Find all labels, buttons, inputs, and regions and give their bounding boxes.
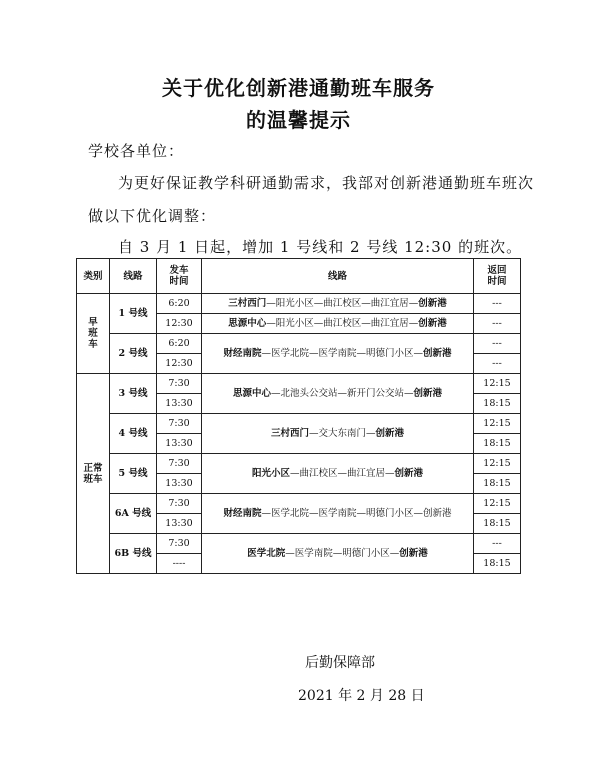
category-early-char1: 早 bbox=[88, 317, 98, 328]
header-depart-time bbox=[157, 259, 202, 294]
return-time: 12:15 bbox=[474, 414, 521, 434]
return-time: 18:15 bbox=[474, 394, 521, 414]
body-paragraph-3: 自 3 月 1 日起，增加 1 号线和 2 号线 12:30 的班次。 bbox=[118, 238, 523, 256]
table-row bbox=[77, 374, 521, 394]
route: 思源中心—阳光小区—曲江校区—曲江宜居—创新港 bbox=[202, 314, 474, 334]
line-name: 4 号线 bbox=[110, 414, 157, 454]
route: 三村西门—交大东南门—创新港 bbox=[202, 414, 474, 454]
header-category: 类别 bbox=[77, 259, 110, 294]
return-time: 12:15 bbox=[474, 494, 521, 514]
table-row bbox=[77, 454, 521, 474]
schedule-table bbox=[76, 258, 521, 574]
route: 医学北院—医学南院—明德门小区—创新港 bbox=[202, 534, 474, 574]
return-time: 18:15 bbox=[474, 554, 521, 574]
header-depart-time-l2: 时间 bbox=[169, 276, 189, 287]
depart-time: 13:30 bbox=[157, 514, 202, 534]
route: 三村西门—阳光小区—曲江校区—曲江宜居—创新港 bbox=[202, 294, 474, 314]
category-normal-l2: 班车 bbox=[83, 473, 103, 485]
header-depart-time-l1: 发车 bbox=[169, 265, 189, 276]
route: 财经南院—医学北院—医学南院—明德门小区—创新港 bbox=[202, 334, 474, 374]
document-title-line2: 的温馨提示 bbox=[246, 108, 351, 132]
category-early-char3: 车 bbox=[88, 339, 98, 350]
line-name: 2 号线 bbox=[110, 334, 157, 374]
line-name: 1 号线 bbox=[110, 294, 157, 334]
line-name: 3 号线 bbox=[110, 374, 157, 414]
depart-time: 13:30 bbox=[157, 434, 202, 454]
depart-time: 12:30 bbox=[157, 354, 202, 374]
depart-time: 13:30 bbox=[157, 474, 202, 494]
line-name: 6A 号线 bbox=[110, 494, 157, 534]
table-header-row bbox=[77, 259, 521, 294]
return-time: 12:15 bbox=[474, 454, 521, 474]
line-name: 5 号线 bbox=[110, 454, 157, 494]
depart-time: 7:30 bbox=[157, 414, 202, 434]
return-time: --- bbox=[474, 334, 521, 354]
category-early-bus bbox=[77, 294, 110, 374]
table-row bbox=[77, 414, 521, 434]
return-time: 18:15 bbox=[474, 474, 521, 494]
header-return-time bbox=[474, 259, 521, 294]
table-row bbox=[77, 494, 521, 514]
route: 思源中心—北池头公交站—新开门公交站—创新港 bbox=[202, 374, 474, 414]
header-return-time-l1: 返回 bbox=[487, 265, 507, 276]
return-time: --- bbox=[474, 354, 521, 374]
return-time: 18:15 bbox=[474, 514, 521, 534]
return-time: --- bbox=[474, 314, 521, 334]
category-early-char2: 班 bbox=[88, 328, 98, 339]
header-route: 线路 bbox=[202, 259, 474, 294]
depart-time: 6:20 bbox=[157, 294, 202, 314]
line-name: 6B 号线 bbox=[110, 534, 157, 574]
body-paragraph-2: 做以下优化调整： bbox=[88, 207, 217, 225]
return-time: 18:15 bbox=[474, 434, 521, 454]
addressee: 学校各单位： bbox=[88, 142, 185, 160]
depart-time: 13:30 bbox=[157, 394, 202, 414]
table-row bbox=[77, 534, 521, 554]
depart-time: 7:30 bbox=[157, 374, 202, 394]
depart-time: 12:30 bbox=[157, 314, 202, 334]
return-time: --- bbox=[474, 294, 521, 314]
route: 阳光小区—曲江校区—曲江宜居—创新港 bbox=[202, 454, 474, 494]
body-paragraph-1: 为更好保证教学科研通勤需求，我部对创新港通勤班车班次 bbox=[118, 174, 535, 192]
table-row bbox=[77, 294, 521, 314]
signature-date: 2021 年 2 月 28 日 bbox=[298, 688, 425, 704]
category-normal-l1: 正常 bbox=[83, 462, 103, 474]
depart-time: 7:30 bbox=[157, 494, 202, 514]
table-row bbox=[77, 334, 521, 354]
depart-time: 6:20 bbox=[157, 334, 202, 354]
header-return-time-l2: 时间 bbox=[487, 276, 507, 287]
depart-time: ---- bbox=[157, 554, 202, 574]
depart-time: 7:30 bbox=[157, 454, 202, 474]
route: 财经南院—医学北院—医学南院—明德门小区—创新港 bbox=[202, 494, 474, 534]
depart-time: 7:30 bbox=[157, 534, 202, 554]
header-line: 线路 bbox=[110, 259, 157, 294]
return-time: 12:15 bbox=[474, 374, 521, 394]
category-normal-bus bbox=[77, 374, 110, 574]
return-time: --- bbox=[474, 534, 521, 554]
document-title-line1: 关于优化创新港通勤班车服务 bbox=[162, 76, 435, 100]
signature-department: 后勤保障部 bbox=[305, 655, 375, 671]
